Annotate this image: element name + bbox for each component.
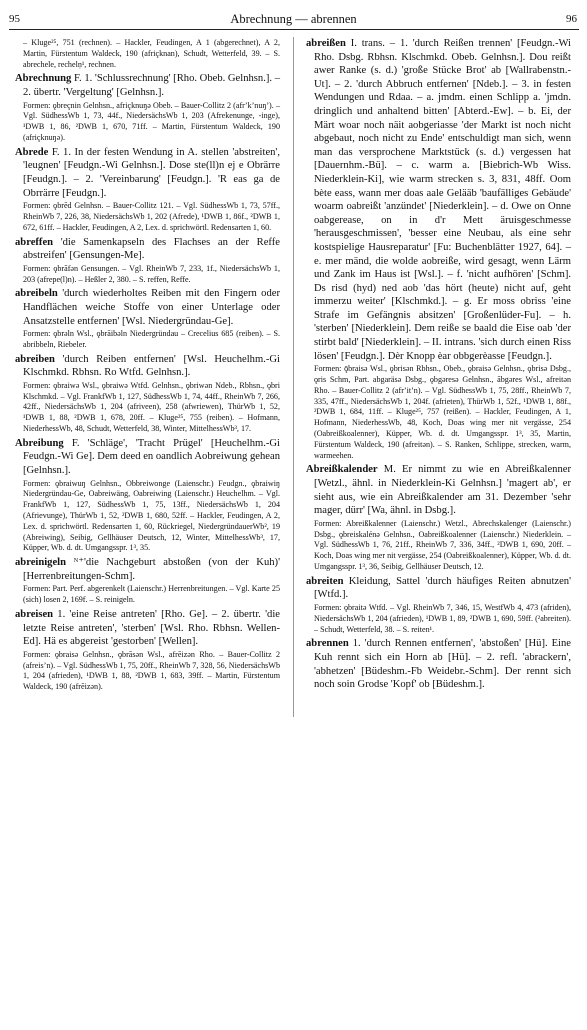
dictionary-entry <box>15 72 280 99</box>
entry-headword: abrennen <box>306 638 349 650</box>
entry-definition: 1. 'durch Rennen entfernen', 'abstoßen' [Hü]. Eine Kuh rennt sich ein Horn ab [Hü]. – 2. refl. 'abrackern', 'abhetzen' [Büdeshm.-Fb Weidebr.-Schm]. Der rennt sich noch soin Grodse 'Kopf' ob [Büdeshm.]. <box>314 638 571 691</box>
entry-forms: Formen: Part. Perf. abgerenkelt (Laienschr.) Herrenbreitungen. – Vgl. Karte 25 (sich) losen 2, 169f. – S. reinigeln. <box>23 584 280 605</box>
dictionary-entry <box>15 556 280 583</box>
entry-headword: Abrede <box>15 146 49 158</box>
dictionary-entry <box>15 437 280 478</box>
page-number-left: 95 <box>9 13 20 25</box>
entry-forms: – Kluge²⁵, 751 (rechnen). – Hackler, Feudingen, A 1 (abgerechnet), A 2, Martin, Fürstentum Waldeck, 190 (afriçknan), Schudt, Wetterfeld, 39. – S. abrechele, rechelṇ¹, rechnen. <box>23 38 280 69</box>
running-head: Abrechnung — abrennen <box>230 12 357 26</box>
dictionary-entry <box>15 353 280 380</box>
entry-definition: 1. 'eine Reise antreten' [Rho. Ge]. – 2. übertr. 'die letzte Reise antreten', 'sterben' [Wsl. Rho. Rbhsn. Wellen-Ed]. Hä es abgereist 'gestorben' [Wellen]. <box>23 609 280 648</box>
entry-forms: Formen: ǫbrəln Wsl., ǫbrāibəln Niedergründau – Crecelius 685 (reiben). – S. abribbeln, Riebeler. <box>23 329 280 349</box>
dictionary-entry <box>306 463 571 517</box>
entry-forms: Formen: ǫbraiwuŋ Gelnhsn., Obbreiwonge (Laienschr.) Feudgn., ǫbraiwiŋ Niedergründau-Ge, Oabreiwäng, Oabreiwing (Laienschr.) Heuchelhm. – Vgl. FrankfWb 1, 127, SüdhessWb 1, 75, 13ff., NiedersächsWb 1, 204 (Afrievunge), ThürWb 1, 52, ²DWB 1, 680, 52ff. – Hackler, Feudingen, A 2, Lex. d. sprichwörtl. Redensarten 1, 60, Rückriegel, NiedergründauerWb², 19 (Abreiwing), Seibig, Gellhäuser Deutsch, 12, Winter, MittelhessWb³, 17, Küpper, Wb. d. dt. Umgangsspr. 1³, 35. <box>23 478 280 553</box>
entry-definition: I. trans. – 1. 'durch Reißen trennen' [Feudgn.-Wi Rho. Dsbg. Rbhsn. Klschmkd. Obeb. Gelnhsn.]. Dou reißt awer Ranke (s. d.) 'große Stücke Brot' ab [Wallrabenstn.-Ut]. – 2. 'durch Abbruch entfernen' [Ndeb.]. – 3. in festen Wendungen und Rdaa. – a. jmdm. einen Schlipp a. 'jmdn. dringlich und anhaltend bitten' [Abterd.-Ew]. – b. Ei, der Märt woar noch näit aobgeriasse 'der Markt ist noch nicht abgebaut, noch nicht zu Ende' entschuldigt man sich, wenn man das versprochene Marktstück (s. d.) vergessen hat [Dauernhm.-Bü]. – c. warm a. [Biebrich-Wb Wiss. Niederklein-Ki], wie warm strecken s. 3, 831, 48ff. Oom bète eass, wann mer doas aale Gelääb 'baufälliges Gebäude' woarm oabreißt 'anzündet' [Niederklein]. – d. Owe on Onne oabgerease, on in d'r Mett äruisgeschmesse 'herausgeschmissen', 'besser eine Neubau, als eine sehr kostspielige Hausreparatur' [Fu: Buchenblätter 1927, 64]. – e. mer mänd, die wolde aobreiße, wird gesagt, wenn Lärm und Zank im Haus ist [Wsl.]. – f. 'nicht aufhören' [Schm]. Ds risd (hyd) ned aob 'das hört (heute) nicht auf, geht immerzu weiter' [Klschmkd.]. – g. Er moss obriss 'eine Strafe im Gefängnis absitzen' [Großenlüder-Fu]. – h. 'sterben' [Niederklein]. Dem reiße se baald die Eise oab 'der stirbt bald' [Niederklein]. – II. intrans. 'sich durch einen Riss lösen' [Feudgn.]. Dèr Knopp èar obbgerèasse [Feudgn.]. <box>314 38 571 362</box>
entry-headword: abreinigeln <box>15 557 67 569</box>
entry-definition: M. Er nimmt zu wie en Abreißkalenner [Wetzl., ähnl. in Niederklein-Ki Gelnhsn.] 'magert ab', er sieht aus, wie ein Abreißkalender am 31. Dezember 'sehr mager, dürr' [Wa, ähnl. in Dsbg.]. <box>314 464 571 517</box>
dictionary-entry <box>15 608 280 649</box>
entry-headword: abreffen <box>15 236 54 248</box>
entry-forms: Formen: ǫbraisə Gelnhsn., ǫbrāsən Wsl., afrēizən Rho. – Bauer-Collitz 2 (afreisʼn). – Vgl. SüdhessWb 1, 75, 20ff., RheinWb 7, 328, 56, NiedersächsWb 1, 204 (afrieden), ¹DWB 1, 88, ²DWB 1, 683, 39ff. – Martin, Fürstentum Waldeck, 190 (afrēizən). <box>23 649 280 692</box>
dictionary-entry <box>15 236 280 263</box>
entry-definition: 'durch wiederholtes Reiben mit den Fingern oder Handflächen weiche Stoffe von einer Unterlage oder Ansatzstelle entfernen' [Wsl. Niedergründau-Ge]. <box>23 288 280 327</box>
left-column <box>15 37 280 695</box>
entry-headword: Abrechnung <box>15 73 72 85</box>
page-number-right: 96 <box>566 13 577 25</box>
dictionary-entry <box>15 287 280 328</box>
entry-definition: 'die Samenkapseln des Flachses an der Reffe abstreifen' [Gensungen-Me]. <box>23 236 280 262</box>
entry-headword: abreibeln <box>15 288 58 300</box>
right-column <box>306 37 571 692</box>
entry-forms: Formen: Abreißkalenner (Laienschr.) Wetzl., Abrechskalenger (Laienschr.) Dsbg., ǫbreiskalénə Gelnhsn., Oabreißkoalenner (Laienschr.) Niederklein. – Vgl. SüdhessWb 1, 76, 21ff., RheinWb 7, 336, 34ff., ²DWB 1, 690, 20ff. – Koch, Doas wing mer nit vergässe, 254 (Oabreißkoalenner), Küpper, Wb. d. dt. Umgangsspr. 1³, 36, Seibig, Gellhäuser Deutsch, 12. <box>314 518 571 571</box>
entry-definition: ᴺ⁺'die Nachgeburt abstoßen (von der Kuh)' [Herrenbreitungen-Schm]. <box>23 557 280 582</box>
dictionary-entry <box>306 637 571 691</box>
entry-forms: Formen: ǭbraisə Wsl., ǫbrisən Rbhsn., Obeb., ǫbraisə Gelnhsn., ǫbrisə Dsbg., ǫris Schm, Part. abgaräsə Dsbg., ǫbgəresə Gelnhsn., ābgəres Wsl., afreitən Rho. – Bauer-Collitz 2 (afrʼitʼn). – Vgl. SüdhessWb 1, 75, 28ff., RheinWb 7, 335, 47ff., NiedersächsWb 1, 204f. (afrieten), ThürWb 1, 52f., ¹DWB 1, 88f., ²DWB 1, 684, 11ff. – Kluge²⁵, 757 (reißen). – Hackler, Feudingen, A 1, Hofmann, NiederhessWb, 48, Koch, Doas wing mer nit vergässe, 254 (Oabreißkoalenner), Küpper, Wb. d. dt. Umgangsspr. 1³, 35, Martin, Fürstentum Waldeck, 190 (afreitən). – S. Ranken, Schlippe, strecken, warm, warmeehen. <box>314 364 571 460</box>
entry-forms: Formen: ǫbrāfən Gensungen. – Vgl. RheinWb 7, 233, 1f., NiedersächsWb 1, 203 (afrepe(l)n). – Heßler 2, 380. – S. reffen, Reffe. <box>23 263 280 284</box>
dictionary-entry <box>306 575 571 602</box>
entry-headword: abreiben <box>15 353 55 365</box>
entry-headword: abreiten <box>306 575 344 587</box>
entry-definition: Kleidung, Sattel 'durch häufiges Reiten abnutzen' [Wtfd.]. <box>314 575 571 601</box>
entry-headword: abreißen <box>306 38 346 49</box>
page-header <box>0 0 587 30</box>
entry-definition: F. 1. In der festen Wendung in A. stellen 'abstreiten', 'leugnen' [Feudgn.-Wi Gelnhsn.]. Dose ste(ll)n ej e Obrärre [Feudgn.]. – 2. 'Vereinbarung' [Feudgn.]. 'R eas ga de Obrrärre [Feudgn.]. <box>23 146 280 199</box>
entry-forms: Formen: ǫbraiwə Wsl., ǫbraiwə Wtfd. Gelnhsn., ǫbriwən Ndeb., Rbhsn., ǫbri Klschmkd. – Vgl. FrankfWb 1, 127, SüdhessWb 1, 74, 44ff., RheinWb 7, 266, 42ff., NiedersächsWb 1, 204 (afriveen), 258 (afwriewen), ThürWb 1, 52, ¹DWB 1, 88, ²DWB 1, 678, 20ff. – Kluge²⁵, 755 (reiben). – Hofmann, NiederhessWb, 48, Schudt, Wetterfeld, 38, Winter, MittelhessWb³, 17. <box>23 380 280 434</box>
header-rule <box>9 29 579 30</box>
entry-definition: F. 'Schläge', 'Tracht Prügel' [Heuchelhm.-Gi Feudgn.-Wi Ge]. Dem deed en oandlich Aobreiwung gehean [Gelnhsn.]. <box>23 437 280 477</box>
entry-forms: Formen: ǫbraitə Wtfd. – Vgl. RheinWb 7, 346, 15, WestfWb 4, 473 (afriden), NiedersächsWb 1, 204 (afrieden), ¹DWB 1, 89, ²DWB 1, 690, 59ff. (²abreiten). – Schudt, Wetterfeld, 38. – S. reiten¹. <box>314 602 571 634</box>
entry-headword: Abreißkalender <box>306 464 378 476</box>
entry-forms: Formen: ǫbreçnin Gelnhsn., afriçknuŋə Obeb. – Bauer-Collitz 2 (afrʼkʼnuŋʼ). – Vgl. SüdhessWb 1, 73, 44f., NiedersächsWb 1, 203 (Afrekenunge, -inge), ¹DWB 1, 86, ²DWB 1, 670, 71ff. – Martin, Fürstentum Waldeck, 190 (afriçknuŋə). <box>23 100 280 142</box>
dictionary-entry <box>15 146 280 200</box>
entry-headword: Abreibung <box>15 437 64 449</box>
entry-definition: 'durch Reiben entfernen' [Wsl. Heuchelhm.-Gi Klschmkd. Rbhsn. Ro Wtfd. Gelnhsn.]. <box>23 353 280 379</box>
column-divider <box>293 37 294 717</box>
entry-definition: F. 1. 'Schlussrechnung' [Rho. Obeb. Gelnhsn.]. – 2. übertr. 'Vergeltung' [Gelnhsn.]. <box>23 73 280 98</box>
dictionary-entry <box>306 37 571 363</box>
entry-forms: Formen: ǫbrēd Gelnhsn. – Bauer-Collitz 121. – Vgl. SüdhessWb 1, 73, 57ff., RheinWb 7, 226, 38, NiedersächsWb 1, 202 (Afrede), ¹DWB 1, 86f., ²DWB 1, 672, 61ff. – Hackler, Feudingen, A 2, Lex. d. sprichwörtl. Redensarten 1, 60. <box>23 201 280 232</box>
entry-headword: abreisen <box>15 609 54 620</box>
